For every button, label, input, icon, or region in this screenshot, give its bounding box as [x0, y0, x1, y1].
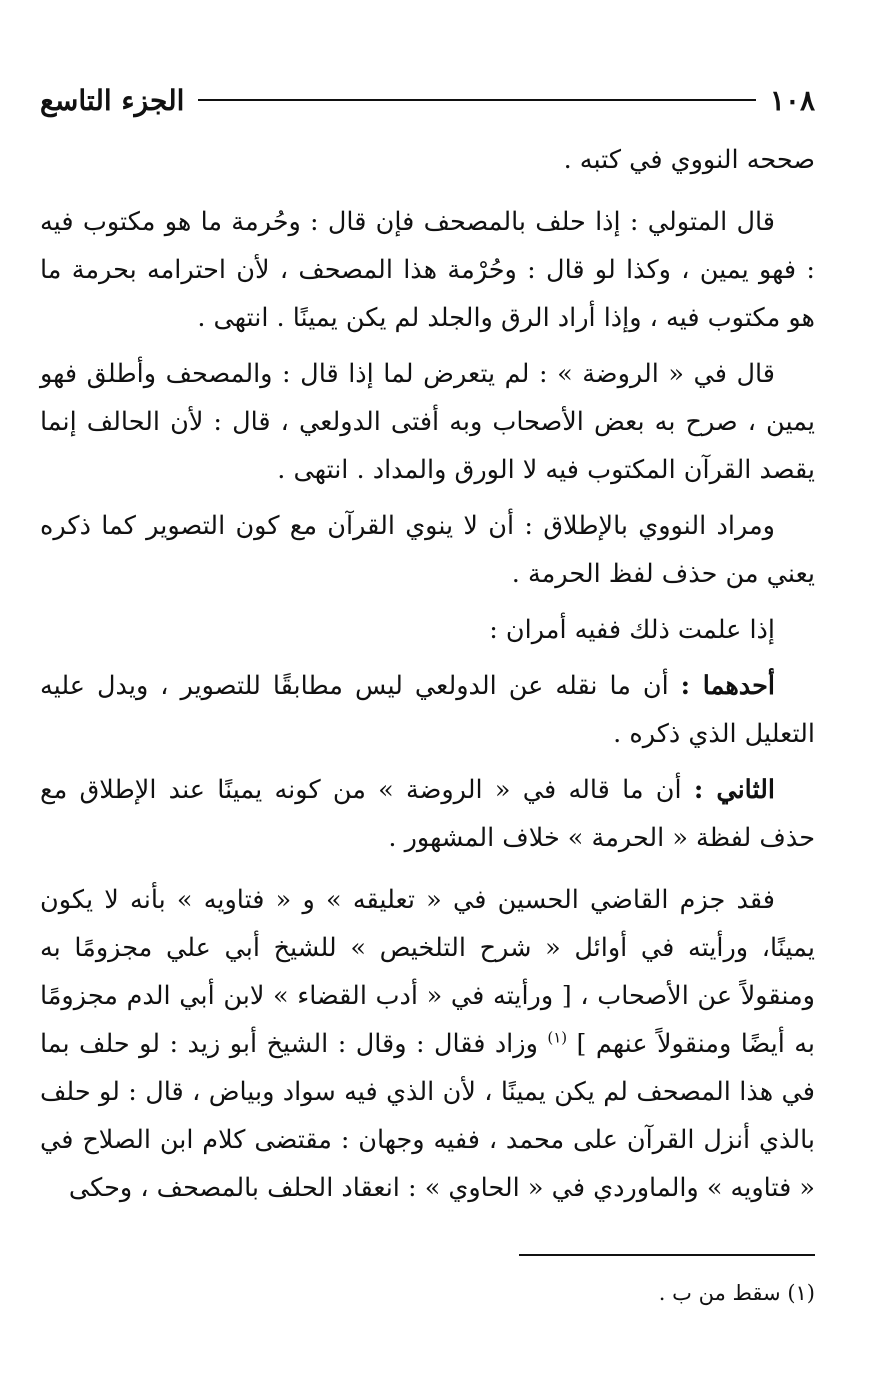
body-text — [40, 136, 815, 1212]
paragraph: أحدهما : أن ما نقله عن الدولعي ليس مطابقًا للتصوير ، ويدل عليه التعليل الذي ذكره . — [40, 671, 815, 749]
paragraph: ومراد النووي بالإطلاق : أن لا ينوي القرآن مع كون التصوير كما ذكره يعني من حذف لفظ الحرمة . — [40, 511, 815, 589]
running-title: الجزء التاسع — [40, 83, 185, 117]
paragraph-lead: أحدهما : — [680, 671, 775, 701]
page-header — [40, 78, 815, 122]
paragraph: الثاني : أن ما قاله في « الروضة » من كونه يمينًا عند الإطلاق مع حذف لفظة « الحرمة » خلاف المشهور . — [40, 775, 815, 853]
footnote-rule — [519, 1254, 815, 1256]
footnote-marker: (١) — [547, 1028, 568, 1047]
paragraph: صححه النووي في كتبه . — [563, 145, 815, 175]
paragraph-lead: الثاني : — [693, 775, 775, 805]
paragraph: فقد جزم القاضي الحسين في « تعليقه » و « فتاويه » بأنه لا يكون يمينًا، ورأيته في أوائل « شرح التلخيص » للشيخ أبي علي مجزومًا به ومنقولاً عن الأصحاب ، [ ورأيته في « أدب القضاء » لابن أبي الدم مجزومًا به أيضًا ومنقولاً عنهم ] $^{(١)}$ وزاد فقال : وقال : الشيخ أبو زيد : لو حلف بما في هذا المصحف لم يكن يمينًا ، لأن الذي فيه سواد وبياض ، قال : لو حلف بالذي أنزل القرآن على محمد ، ففيه وجهان : مقتضى كلام ابن الصلاح في « فتاويه » والماوردي في « الحاوي » : انعقاد الحلف بالمصحف ، وحكى — [40, 885, 815, 1203]
paragraph: قال في « الروضة » : لم يتعرض لما إذا قال : والمصحف وأطلق فهو يمين ، صرح به بعض الأصحاب وبه أفتى الدولعي ، قال : لأن الحالف إنما يقصد القرآن المكتوب فيه لا الورق والمداد . انتهى . — [40, 359, 815, 485]
paragraph: إذا علمت ذلك ففيه أمران : — [489, 615, 775, 645]
page-number: ١٠٨ — [769, 83, 815, 117]
footnote: (١) سقط من ب . — [658, 1281, 815, 1305]
paragraph: قال المتولي : إذا حلف بالمصحف فإن قال : وحُرمة ما هو مكتوب فيه : فهو يمين ، وكذا لو قال : وحُرْمة هذا المصحف ، لأن احترامه بحرمة ما هو مكتوب فيه ، وإذا أراد الرق والجلد لم يكن يمينًا . انتهى . — [40, 207, 815, 333]
header-rule — [198, 99, 755, 101]
